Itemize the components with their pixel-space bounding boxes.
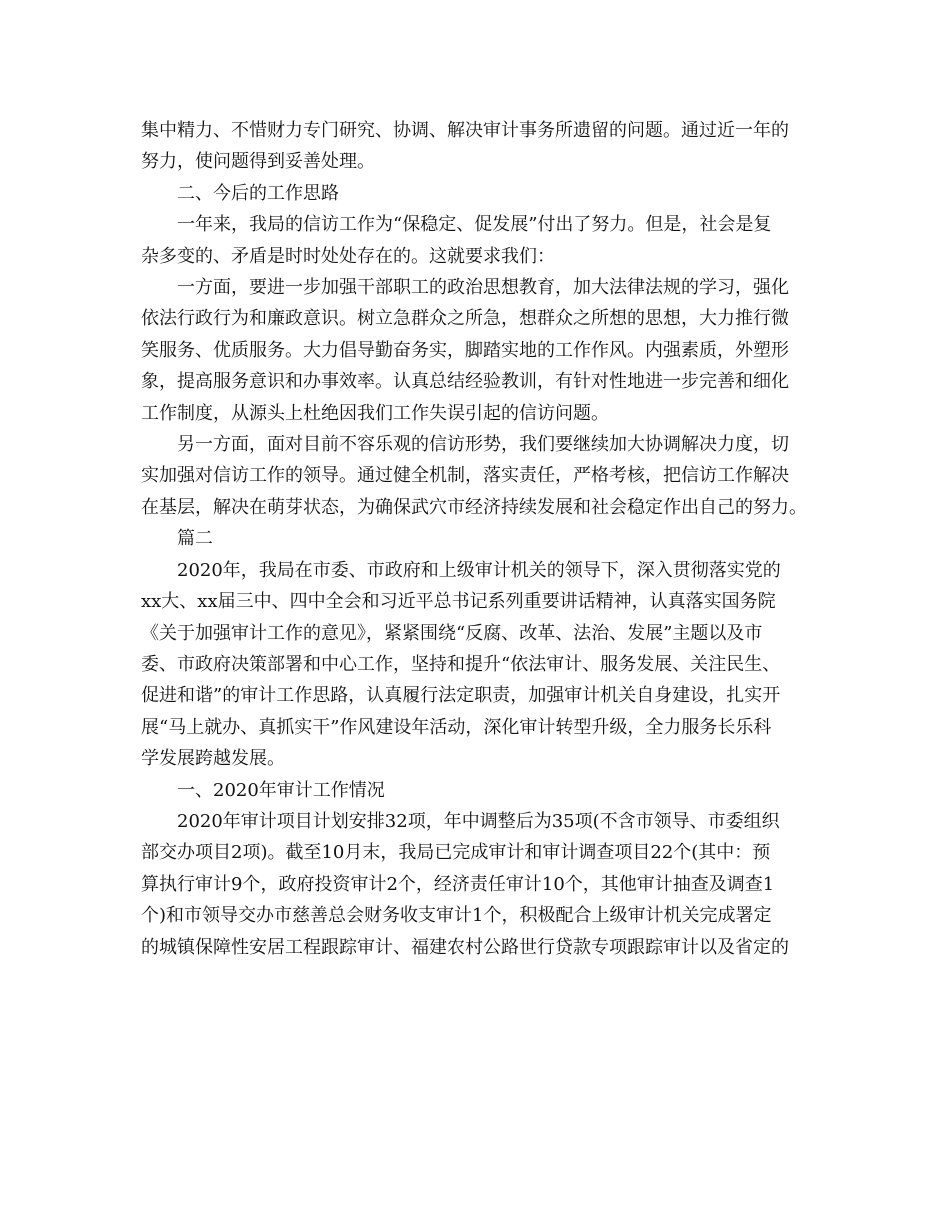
text-line: 展“马上就办、真抓实干”作风建设年活动，深化审计转型升级，全力服务长乐科 (141, 716, 772, 738)
text-line: 篇二 (177, 528, 213, 550)
text-line: 杂多变的、矛盾是时时处处存在的。这就要求我们： (141, 245, 555, 267)
text-line: 的城镇保障性安居工程跟踪审计、福建农村公路世行贷款专项跟踪审计以及省定的 (141, 936, 789, 958)
text-line: 2020年审计项目计划安排32项，年中调整后为35项(不含市领导、市委组织 (177, 810, 780, 832)
text-line: 算执行审计9个，政府投资审计2个，经济责任审计10个，其他审计抽查及调查1 (141, 873, 775, 895)
text-line: 促进和谐”的审计工作思路，认真履行法定职责，加强审计机关自身建设，扎实开 (141, 685, 781, 707)
text-line: 委、市政府决策部署和中心工作，坚持和提升“依法审计、服务发展、关注民生、 (141, 653, 781, 675)
text-line: 努力，使问题得到妥善处理。 (141, 151, 375, 173)
text-line: 学发展跨越发展。 (141, 748, 285, 770)
text-line: 一方面，要进一步加强干部职工的政治思想教育，加大法律法规的学习，强化 (177, 277, 789, 299)
text-line: 实加强对信访工作的领导。通过健全机制，落实责任，严格考核，把信访工作解决 (141, 465, 789, 487)
text-line: 一年来，我局的信访工作为“保稳定、促发展”付出了努力。但是，社会是复 (177, 214, 772, 236)
text-line: 《关于加强审计工作的意见》，紧紧围绕“反腐、改革、法治、发展”主题以及市 (141, 622, 763, 644)
text-line: 二、今后的工作思路 (177, 182, 339, 204)
text-line: 笑服务、优质服务。大力倡导勤奋务实，脚踏实地的工作作风。内强素质，外塑形 (141, 339, 789, 361)
text-line: 工作制度，从源头上杜绝因我们工作失误引起的信访问题。 (141, 402, 609, 424)
text-line: 象，提高服务意识和办事效率。认真总结经验教训，有针对性地进一步完善和细化 (141, 371, 789, 393)
text-line: 集中精力、不惜财力专门研究、协调、解决审计事务所遗留的问题。通过近一年的 (141, 120, 789, 141)
text-line: xx大、xx届三中、四中全会和习近平总书记系列重要讲话精神，认真落实国务院 (141, 591, 776, 613)
text-line: 一、2020年审计工作情况 (177, 779, 385, 801)
document-body (141, 115, 821, 963)
text-line: 依法行政行为和廉政意识。树立急群众之所急，想群众之所想的思想，大力推行微 (141, 308, 789, 330)
text-line: 个)和市领导交办市慈善总会财务收支审计1个，积极配合上级审计机关完成署定 (141, 905, 772, 927)
text-line: 在基层，解决在萌芽状态，为确保武穴市经济持续发展和社会稳定作出自己的努力。 (141, 496, 807, 518)
text-line: 部交办项目2项)。截至10月末，我局已完成审计和审计调查项目22个(其中：预 (141, 842, 771, 864)
text-line: 另一方面，面对目前不容乐观的信访形势，我们要继续加大协调解决力度，切 (177, 434, 789, 456)
text-line: 2020年，我局在市委、市政府和上级审计机关的领导下，深入贯彻落实党的 (177, 559, 781, 581)
